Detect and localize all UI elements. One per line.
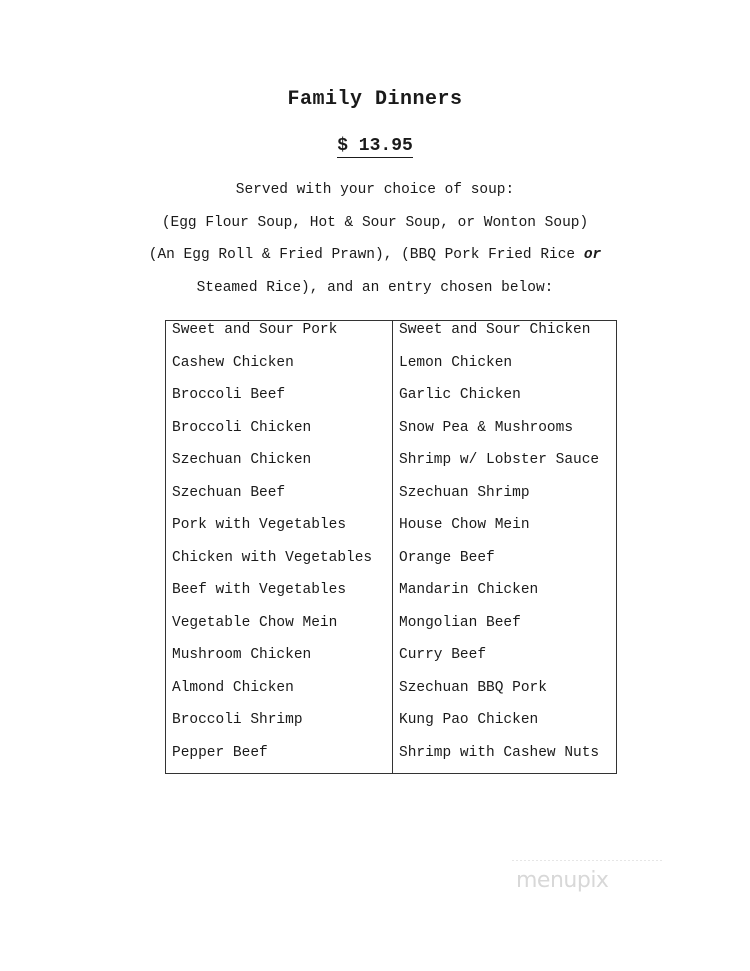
menu-item: Vegetable Chow Mein: [172, 614, 338, 631]
intro-line-3: [0, 239, 750, 272]
menu-item: Almond Chicken: [172, 679, 294, 696]
menu-item: Mongolian Beef: [399, 614, 521, 631]
page-title: Family Dinners: [287, 88, 463, 111]
watermark-divider: [512, 860, 662, 861]
menu-item: Kung Pao Chicken: [399, 712, 539, 728]
menu-item: Pepper Beef: [172, 744, 268, 761]
menu-item: Lemon Chicken: [399, 354, 513, 371]
menu-item: Szechuan Shrimp: [399, 484, 530, 501]
watermark-logo: menupix: [516, 868, 609, 893]
price-value: $ 13.95: [337, 136, 413, 156]
menu-item: Mushroom Chicken: [172, 647, 312, 663]
menu-item: Cashew Chicken: [172, 354, 294, 371]
intro-line-2: (Egg Flour Soup, Hot & Sour Soup, or Wonton Soup): [161, 214, 589, 231]
entries-table: [165, 320, 617, 774]
menu-item: House Chow Mein: [399, 517, 530, 533]
menu-item: Snow Pea & Mushrooms: [399, 419, 574, 436]
intro-text: [0, 174, 750, 304]
menu-item: Orange Beef: [399, 549, 495, 566]
menu-item: Szechuan Chicken: [172, 452, 312, 468]
intro-line-1: Served with your choice of soup:: [235, 182, 515, 198]
intro-line-4: Steamed Rice), and an entry chosen below:: [196, 279, 554, 296]
menu-item: Pork with Vegetables: [172, 517, 347, 533]
menu-item: Beef with Vegetables: [172, 582, 347, 598]
menu-item: Szechuan BBQ Pork: [399, 679, 547, 696]
menu-item: Broccoli Chicken: [172, 419, 312, 436]
intro-line-3-text: (An Egg Roll & Fried Prawn), (BBQ Pork Fried Rice: [148, 247, 584, 263]
intro-line-3-emphasis: or: [583, 247, 602, 263]
entries-column-left: [166, 321, 393, 773]
menu-item: Shrimp with Cashew Nuts: [399, 744, 600, 761]
menu-item: Broccoli Beef: [172, 387, 286, 403]
price: [0, 136, 750, 156]
menu-item: Curry Beef: [399, 647, 487, 663]
menu-item: Chicken with Vegetables: [172, 549, 373, 566]
menu-item: Sweet and Sour Pork: [172, 322, 338, 338]
menu-item: Shrimp w/ Lobster Sauce: [399, 452, 600, 468]
menu-item: Sweet and Sour Chicken: [399, 322, 591, 338]
menu-item: Mandarin Chicken: [399, 582, 539, 598]
entries-column-right: [393, 321, 616, 773]
menu-item: Garlic Chicken: [399, 387, 521, 403]
menu-item: Broccoli Shrimp: [172, 712, 303, 728]
menu-item: Szechuan Beef: [172, 484, 286, 501]
